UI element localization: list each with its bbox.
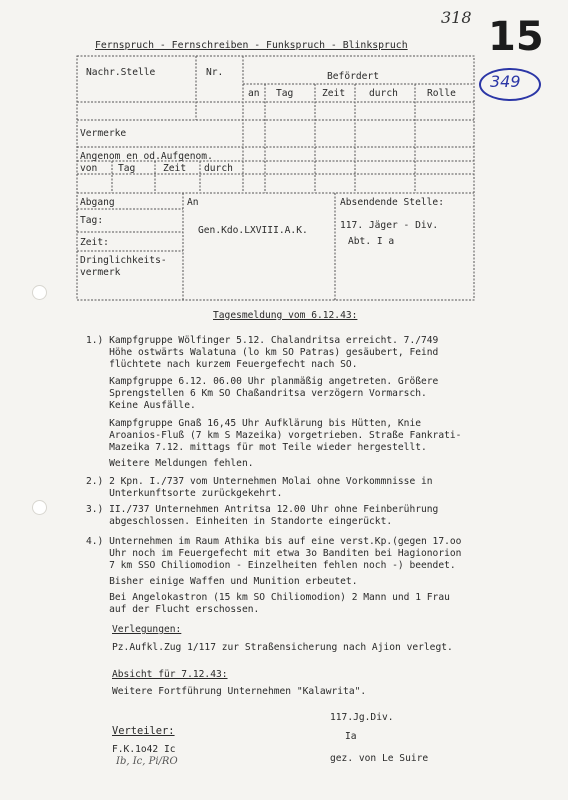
label-nachr-stelle: Nachr.Stelle	[86, 67, 156, 78]
label-nr: Nr.	[206, 67, 224, 78]
verlegungen-label: Verlegungen:	[112, 624, 182, 635]
value-absender-1: 117. Jäger - Div.	[340, 220, 439, 231]
sub-durch: durch	[204, 163, 233, 174]
label-an: An	[187, 197, 199, 208]
para-1b-line-1: Kampfgruppe 6.12. 06.00 Uhr planmäßig angetreten. Größere	[86, 376, 439, 387]
label-absender: Absendende Stelle:	[340, 197, 444, 208]
sub-zeit: Zeit	[163, 163, 187, 174]
para-2-line-1: 2.) 2 Kpn. I./737 vom Unternehmen Molai ohne Vorkommnisse in	[86, 476, 433, 487]
signature-ia: Ia	[345, 731, 357, 742]
para-1c-line-2: Aroanios-Fluß (7 km S Mazeika) vorgetrieben. Straße Fankrati-	[86, 430, 462, 441]
para-3-line-1: 3.) II./737 Unternehmen Antritsa 12.00 Uhr ohne Feinberührung	[86, 504, 439, 515]
col-durch: durch	[369, 88, 398, 99]
para-4b-line-1: Bei Angelokastron (15 km SO Chiliomodion) 2 Mann und 1 Frau	[86, 592, 450, 603]
para-4-line-3: 7 km SSO Chiliomodion - Einzelheiten fehlen noch -) beendet.	[86, 560, 456, 571]
para-1-line-1: 1.) Kampfgruppe Wölfinger 5.12. Chalandritsa erreicht. 7./749	[86, 335, 439, 346]
para-1-line-2: Höhe ostwärts Walatuna (lo km SO Patras) gesäubert, Feind	[86, 347, 439, 358]
punch-hole-bottom	[32, 500, 47, 515]
label-angenommen: Angenom en od.Aufgenom.	[80, 151, 213, 162]
sub-von: von	[80, 163, 98, 174]
para-1b-line-2: Sprengstellen 6 Km SO Chaßandritsa verzögern Vormarsch.	[86, 388, 427, 399]
label-befoerdert: Befördert	[327, 71, 379, 82]
para-4b-line-2: auf der Flucht erschossen.	[86, 604, 260, 615]
form-title: Fernspruch - Fernschreiben - Funkspruch - Blinkspruch	[95, 40, 408, 51]
value-absender-2: Abt. I a	[348, 236, 395, 247]
signature-name: gez. von Le Suire	[330, 753, 429, 764]
col-zeit: Zeit	[322, 88, 346, 99]
signature-division: 117.Jg.Div.	[330, 712, 394, 723]
label-dringlichkeit-2: vermerk	[80, 267, 121, 278]
para-3-line-2: abgeschlossen. Einheiten in Standorte eingerückt.	[86, 516, 393, 527]
para-1c-line-1: Kampfgruppe Gnaß 16,45 Uhr Aufklärung bis Hütten, Knie	[86, 418, 422, 429]
report-heading: Tagesmeldung vom 6.12.43:	[213, 310, 358, 321]
para-1c-line-4: Weitere Meldungen fehlen.	[86, 458, 254, 469]
para-4-line-4: Bisher einige Waffen und Munition erbeutet.	[86, 576, 358, 587]
verteiler-label: Verteiler:	[112, 725, 175, 737]
label-zeit: Zeit:	[80, 237, 109, 248]
verteiler-handwritten: Ib, Ic, Pi/RO	[116, 756, 178, 767]
para-1c-line-3: Mazeika 7.12. mittags für mot Teile wieder hergestellt.	[86, 442, 427, 453]
verteiler-line-1: F.K.1o42 Ic	[112, 744, 176, 755]
col-rolle: Rolle	[427, 88, 456, 99]
pencil-page-number: 318	[441, 8, 472, 27]
para-4-line-1: 4.) Unternehmen im Raum Athika bis auf eine verst.Kp.(gegen 17.oo	[86, 536, 462, 547]
stamped-page-number: 15	[488, 14, 544, 60]
para-1-line-3: flüchtete nach kurzem Feuergefecht nach SO.	[86, 359, 358, 370]
absicht-text: Weitere Fortführung Unternehmen "Kalawrita".	[112, 686, 367, 697]
para-4-line-2: Uhr noch im Feuergefecht mit etwa 3o Banditen bei Hagionorion	[86, 548, 462, 559]
col-tag: Tag	[276, 88, 294, 99]
absicht-label: Absicht für 7.12.43:	[112, 669, 228, 680]
label-abgang: Abgang	[80, 197, 115, 208]
label-vermerke: Vermerke	[80, 128, 127, 139]
circled-number: 349	[490, 72, 521, 91]
para-2-line-2: Unterkunftsorte zurückgekehrt.	[86, 488, 283, 499]
verlegungen-text: Pz.Aufkl.Zug 1/117 zur Straßensicherung nach Ajion verlegt.	[112, 642, 453, 653]
label-tag: Tag:	[80, 215, 104, 226]
para-1b-line-3: Keine Ausfälle.	[86, 400, 196, 411]
col-an: an	[248, 88, 260, 99]
label-dringlichkeit-1: Dringlichkeits-	[80, 255, 167, 266]
sub-tag: Tag	[118, 163, 136, 174]
value-an: Gen.Kdo.LXVIII.A.K.	[198, 225, 308, 236]
